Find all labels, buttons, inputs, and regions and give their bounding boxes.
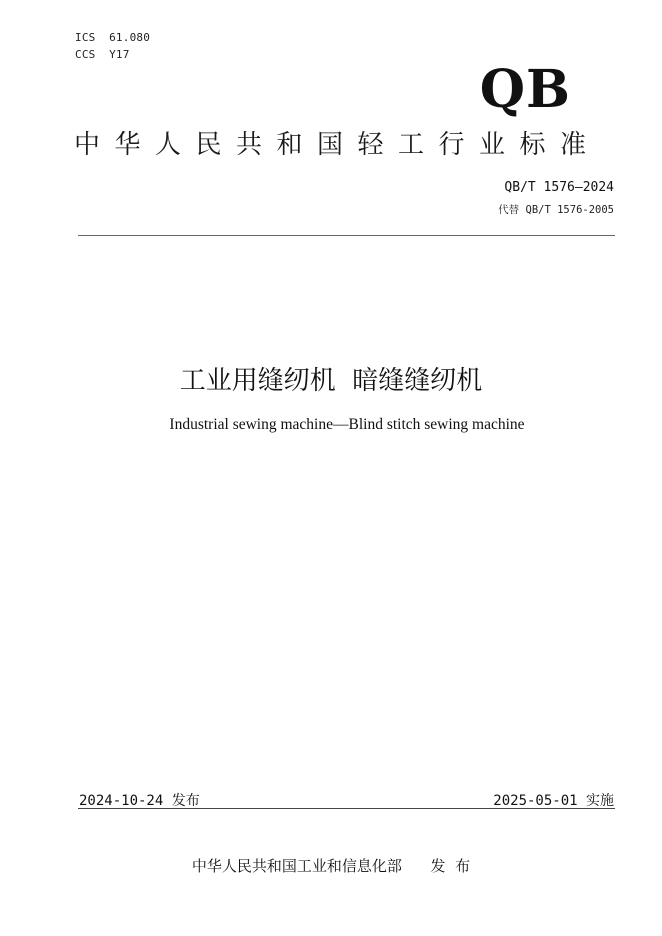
top-divider xyxy=(78,235,615,236)
issuing-authority: 中华人民共和国工业和信息化部 发 布 xyxy=(191,857,471,875)
ccs-code: CCS Y17 xyxy=(75,48,130,61)
publication-date: 2024-10-24 发布 xyxy=(79,793,200,809)
qb-logo: QB xyxy=(479,59,571,120)
implementation-date: 2025-05-01 实施 xyxy=(493,793,614,809)
standard-category-header: 中华人民共和国轻工行业标准 xyxy=(74,130,601,160)
replaces-standard: 代替 QB/T 1576-2005 xyxy=(498,204,614,216)
bottom-divider xyxy=(78,808,615,809)
document-title-english: Industrial sewing machine—Blind stitch sewing machine xyxy=(169,416,525,433)
standard-number: QB/T 1576—2024 xyxy=(504,180,614,195)
document-title-chinese: 工业用缝纫机 暗缝缝纫机 xyxy=(179,366,483,396)
ics-code: ICS 61.080 xyxy=(75,31,151,44)
